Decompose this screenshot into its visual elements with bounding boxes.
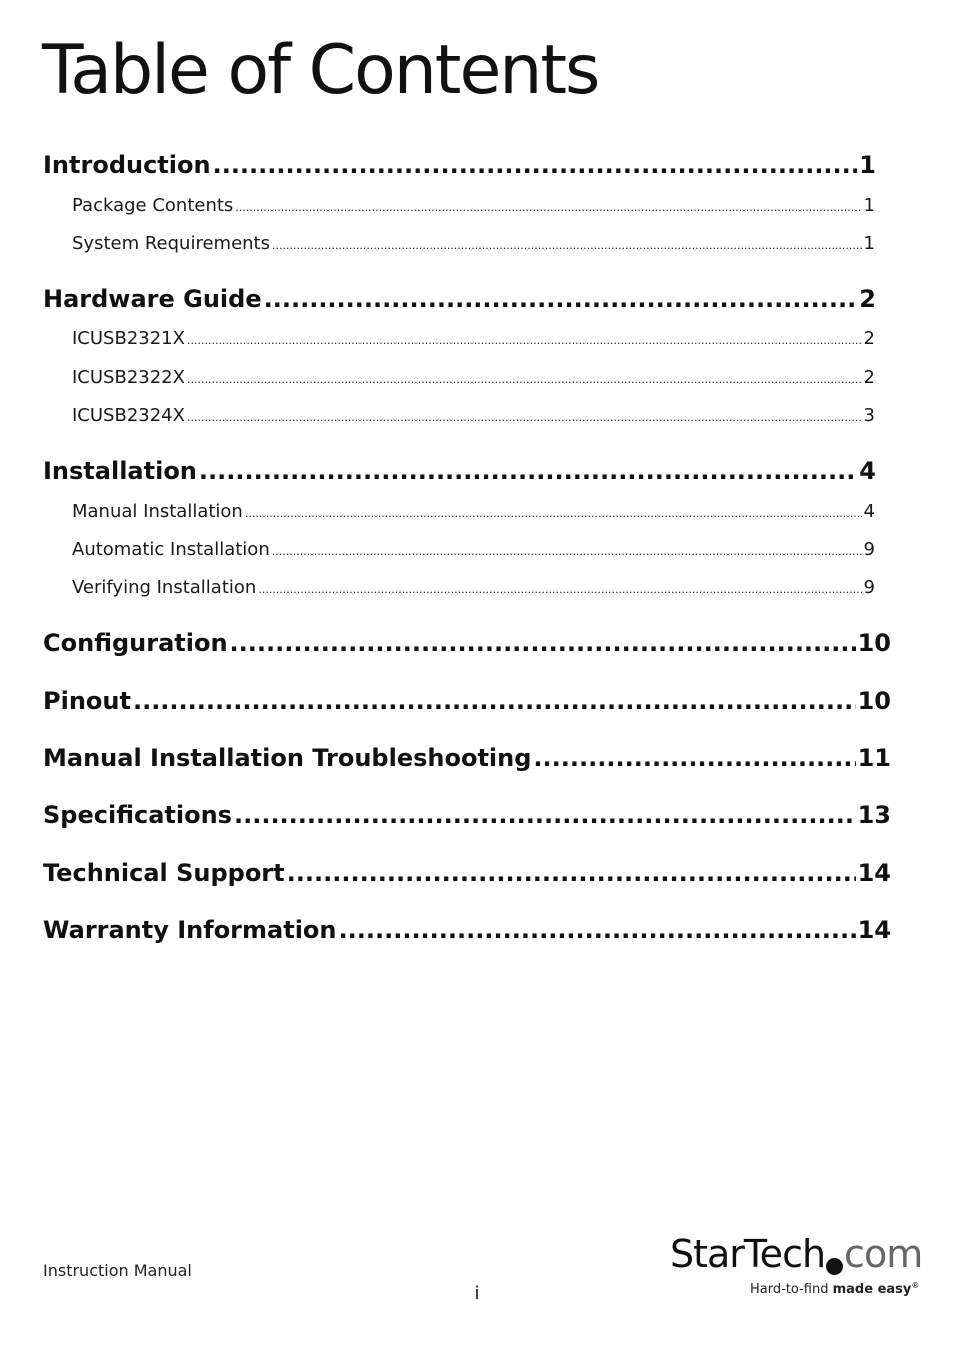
registered-mark: ®	[911, 1281, 920, 1290]
toc-entry-package-contents[interactable]	[72, 194, 875, 220]
toc-leader-dots	[234, 800, 856, 830]
toc-leader-dots	[213, 150, 858, 180]
logo-tagline	[750, 1281, 919, 1297]
toc-leader-dots	[533, 743, 855, 773]
toc-entry-label: ICUSB2324X	[72, 405, 185, 426]
toc-entry-icusb2321x[interactable]	[72, 327, 875, 353]
toc-page-number: 10	[857, 687, 891, 715]
toc-entry-manual-installation[interactable]	[72, 500, 875, 526]
footer-page-number: i	[474, 1283, 480, 1304]
logo-dot-icon	[826, 1258, 843, 1275]
toc-entry-label: Warranty Information	[43, 916, 337, 944]
footer-document-type: Instruction Manual	[43, 1261, 192, 1280]
toc-page-number: 10	[857, 629, 891, 657]
toc-entry-specifications[interactable]	[43, 800, 891, 830]
toc-entry-system-requirements[interactable]	[72, 232, 875, 258]
toc-entry-warranty-information[interactable]	[43, 915, 891, 945]
toc-page-number: 9	[863, 539, 875, 560]
toc-page-number: 4	[859, 457, 876, 485]
toc-page-number: 9	[863, 577, 875, 598]
toc-entry-label: Pinout	[43, 687, 131, 715]
toc-entry-label: Manual Installation	[72, 501, 243, 522]
toc-leader-dots	[272, 234, 862, 258]
toc-page-number: 4	[863, 501, 875, 522]
toc-leader-dots	[187, 406, 862, 430]
toc-entry-configuration[interactable]	[43, 628, 891, 658]
toc-entry-label: Introduction	[43, 151, 211, 179]
toc-page-number: 14	[857, 916, 891, 944]
toc-entry-label: Manual Installation Troubleshooting	[43, 744, 532, 772]
toc-leader-dots	[230, 628, 856, 658]
toc-entry-manual-installation-troubleshooting[interactable]	[43, 743, 891, 773]
logo-tagline-regular: Hard-to-find	[750, 1282, 829, 1297]
toc-leader-dots	[264, 284, 858, 314]
toc-entry-installation[interactable]	[43, 456, 876, 486]
toc-entry-verifying-installation[interactable]	[72, 576, 875, 602]
toc-page-number: 1	[859, 151, 876, 179]
toc-page-number: 2	[863, 367, 875, 388]
toc-page-number: 14	[857, 859, 891, 887]
toc-leader-dots	[187, 368, 862, 392]
toc-entry-label: Installation	[43, 457, 197, 485]
toc-page-number: 2	[859, 285, 876, 313]
toc-leader-dots	[258, 578, 861, 602]
toc-entry-label: ICUSB2321X	[72, 328, 185, 349]
toc-leader-dots	[199, 456, 857, 486]
toc-leader-dots	[245, 502, 862, 526]
toc-entry-label: ICUSB2322X	[72, 367, 185, 388]
logo-brand-name: StarTech	[670, 1232, 826, 1276]
toc-leader-dots	[287, 858, 856, 888]
toc-page-number: 11	[857, 744, 891, 772]
toc-leader-dots	[272, 540, 862, 564]
toc-entry-label: Verifying Installation	[72, 577, 257, 598]
toc-leader-dots	[339, 915, 856, 945]
toc-leader-dots	[187, 329, 862, 353]
toc-page-number: 1	[863, 233, 875, 254]
toc-entry-icusb2324x[interactable]	[72, 404, 875, 430]
logo-domain: com	[844, 1232, 923, 1276]
startech-logo	[670, 1232, 923, 1302]
toc-page-number: 13	[857, 801, 891, 829]
toc-leader-dots	[235, 196, 861, 220]
toc-entry-hardware-guide[interactable]	[43, 284, 876, 314]
toc-page-number: 1	[863, 195, 875, 216]
toc-entry-pinout[interactable]	[43, 686, 891, 716]
toc-entry-label: System Requirements	[72, 233, 270, 254]
toc-entry-label: Specifications	[43, 801, 232, 829]
toc-entry-label: Package Contents	[72, 195, 234, 216]
toc-leader-dots	[133, 686, 856, 716]
toc-page-number: 3	[863, 405, 875, 426]
page-title: Table of Contents	[42, 31, 599, 110]
toc-entry-label: Hardware Guide	[43, 285, 262, 313]
toc-entry-label: Technical Support	[43, 859, 285, 887]
toc-entry-label: Automatic Installation	[72, 539, 270, 560]
logo-tagline-bold: made easy	[832, 1282, 912, 1297]
toc-entry-introduction[interactable]	[43, 150, 876, 180]
toc-entry-icusb2322x[interactable]	[72, 366, 875, 392]
logo-wordmark	[670, 1232, 922, 1276]
toc-entry-label: Configuration	[43, 629, 228, 657]
toc-entry-technical-support[interactable]	[43, 858, 891, 888]
toc-page-number: 2	[863, 328, 875, 349]
toc-entry-automatic-installation[interactable]	[72, 538, 875, 564]
